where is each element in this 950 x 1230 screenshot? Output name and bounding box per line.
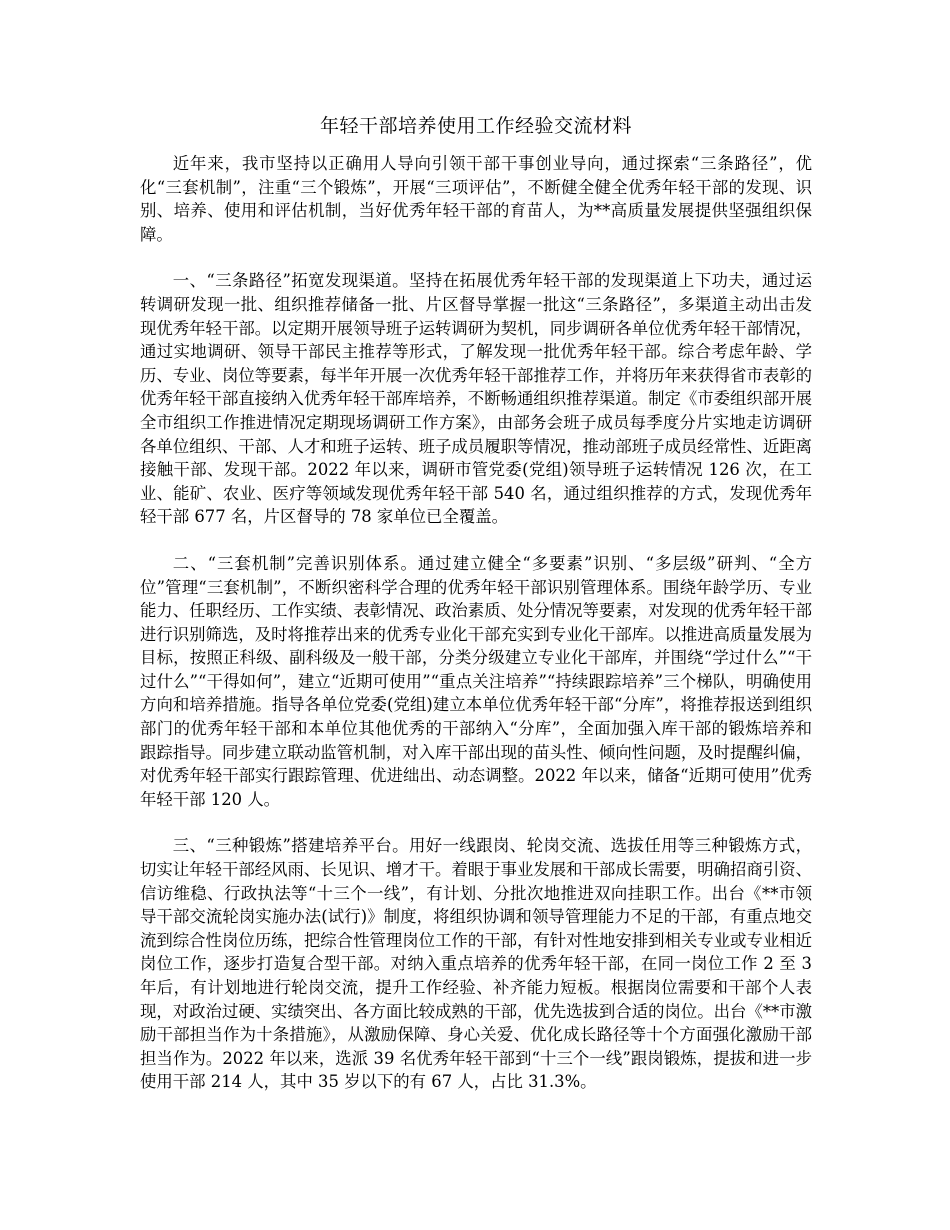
document-title: 年轻干部培养使用工作经验交流材料 — [319, 115, 632, 137]
intro-paragraph: 近年来，我市坚持以正确用人导向引领干部干事创业导向，通过探索“三条路径”，优化“三套机制”，注重“三个锻炼”，开展“三项评估”，不断健全健全优秀年轻干部的发现、识别、培养、使用和评估机制，当好优秀年轻干部的育苗人，为**高质量发展提供坚强组织保障。 — [140, 154, 812, 244]
section-one-paragraph: 一、“三条路径”拓宽发现渠道。坚持在拓展优秀年轻干部的发现渠道上下功夫，通过运转调研发现一批、组织推荐储备一批、片区督导掌握一批这“三条路径”，多渠道主动出击发现优秀年轻干部。以定期开展领导班子运转调研为契机，同步调研各单位优秀年轻干部情况，通过实地调研、领导干部民主推荐等形式，了解发现一批优秀年轻干部。综合考虑年龄、学历、专业、岗位等要素，每半年开展一次优秀年轻干部推荐工作，并将历年来获得省市表彰的优秀年轻干部直接纳入优秀年轻干部库培养，不断畅通组织推荐渠道。制定《市委组织部开展全市组织工作推进情况定期现场调研工作方案》，由部务会班子成员每季度分片实地走访调研各单位组织、干部、人才和班子运转、班子成员履职等情况，推动部班子成员经常性、近距离接触干部、发现干部。2022 年以来，调研市管党委(党组)领导班子运转情况 126 次，在工业、能矿、农业、医疗等领域发现优秀年轻干部 540 名，通过组织推荐的方式，发现优秀年轻干部 677 名，片区督导的 78 家单位已全覆盖。 — [140, 271, 813, 527]
section-two-paragraph: 二、“三套机制”完善识别体系。通过建立健全“多要素”识别、“多层级”研判、“全方位”管理“三套机制”，不断织密科学合理的优秀年轻干部识别管理体系。围绕年龄学历、专业能力、任职经历、工作实绩、表彰情况、政治素质、处分情况等要素，对发现的优秀年轻干部进行识别筛选，及时将推荐出来的优秀专业化干部充实到专业化干部库。以推进高质量发展为目标，按照正科级、副科级及一般干部，分类分级建立专业化干部库，并围绕“学过什么”“干过什么”“干得如何”，建立“近期可使用”“重点关注培养”“持续跟踪培养”三个梯队，明确使用方向和培养措施。指导各单位党委(党组)建立本单位优秀年轻干部“分库”，将推荐报送到组织部门的优秀年轻干部和本单位其他优秀的干部纳入“分库”，全面加强入库干部的锻炼培养和跟踪指导。同步建立联动监管机制，对入库干部出现的苗头性、倾向性问题，及时提醒纠偏，对优秀年轻干部实行跟踪管理、优进绌出、动态调整。2022 年以来，储备“近期可使用”优秀年轻干部 120 人。 — [140, 553, 813, 809]
document-page — [140, 112, 812, 1117]
section-three-paragraph: 三、“三种锻炼”搭建培养平台。用好一线跟岗、轮岗交流、选拔任用等三种锻炼方式，切实让年轻干部经风雨、长见识、增才干。着眼于事业发展和干部成长需要，明确招商引资、信访维稳、行政执法等“十三个一线”，有计划、分批次地推进双向挂职工作。出台《**市领导干部交流轮岗实施办法(试行)》制度，将组织协调和领导管理能力不足的干部，有重点地交流到综合性岗位历练，把综合性管理岗位工作的干部，有针对性地安排到相关专业或专业相近岗位工作，逐步打造复合型干部。对纳入重点培养的优秀年轻干部，在同一岗位工作 2 至 3 年后，有计划地进行轮岗交流，提升工作经验、补齐能力短板。根据岗位需要和干部个人表现，对政治过硬、实绩突出、各方面比较成熟的干部，优先选拔到合适的岗位。出台《**市激励干部担当作为十条措施》，从激励保障、身心关爱、优化成长路径等十个方面强化激励干部担当作为。2022 年以来，选派 39 名优秀年轻干部到“十三个一线”跟岗锻炼，提拔和进一步使用干部 214 人，其中 35 岁以下的有 67 人，占比 31.3%。 — [140, 836, 813, 1092]
